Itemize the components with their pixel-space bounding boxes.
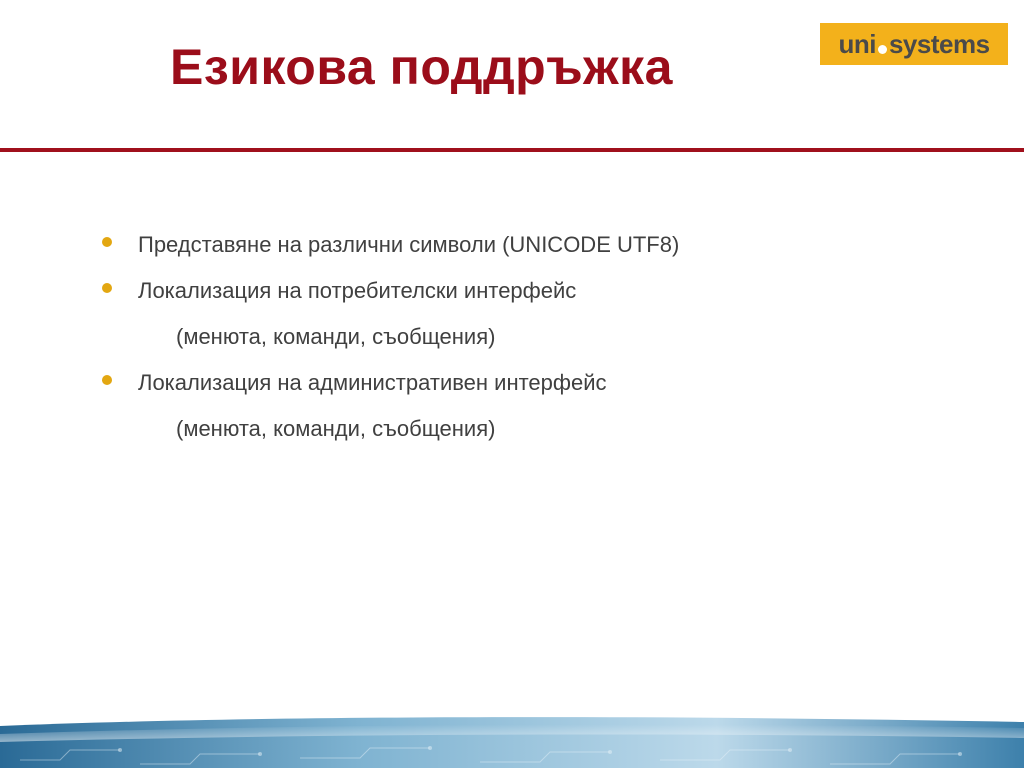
- footer-circuit-band: [0, 708, 1024, 768]
- logo-dot-icon: [878, 45, 887, 54]
- bullet-dot-icon: [102, 375, 112, 385]
- uni-systems-logo: [820, 23, 1008, 65]
- logo-text-systems: systems: [888, 28, 990, 59]
- bullet-list: [100, 222, 960, 452]
- title-divider: [0, 148, 1024, 152]
- bullet-dot-icon: [102, 237, 112, 247]
- slide-title: Езикова поддръжка: [170, 39, 673, 95]
- bullet-item-user-interface: [100, 268, 960, 360]
- bullet-text: Представяне на различни символи (UNICODE UTF8): [138, 232, 680, 257]
- bullet-item-unicode: [100, 222, 960, 268]
- bullet-text: Локализация на административен интерфейс: [138, 370, 607, 395]
- logo-text-uni: uni: [838, 28, 876, 59]
- bullet-item-admin-interface: [100, 360, 960, 452]
- bullet-subtext: (менюта, команди, съобщения): [176, 324, 496, 349]
- bullet-text: Локализация на потребителски интерфейс: [138, 278, 577, 303]
- bullet-dot-icon: [102, 283, 112, 293]
- bullet-subtext: (менюта, команди, съобщения): [176, 416, 496, 441]
